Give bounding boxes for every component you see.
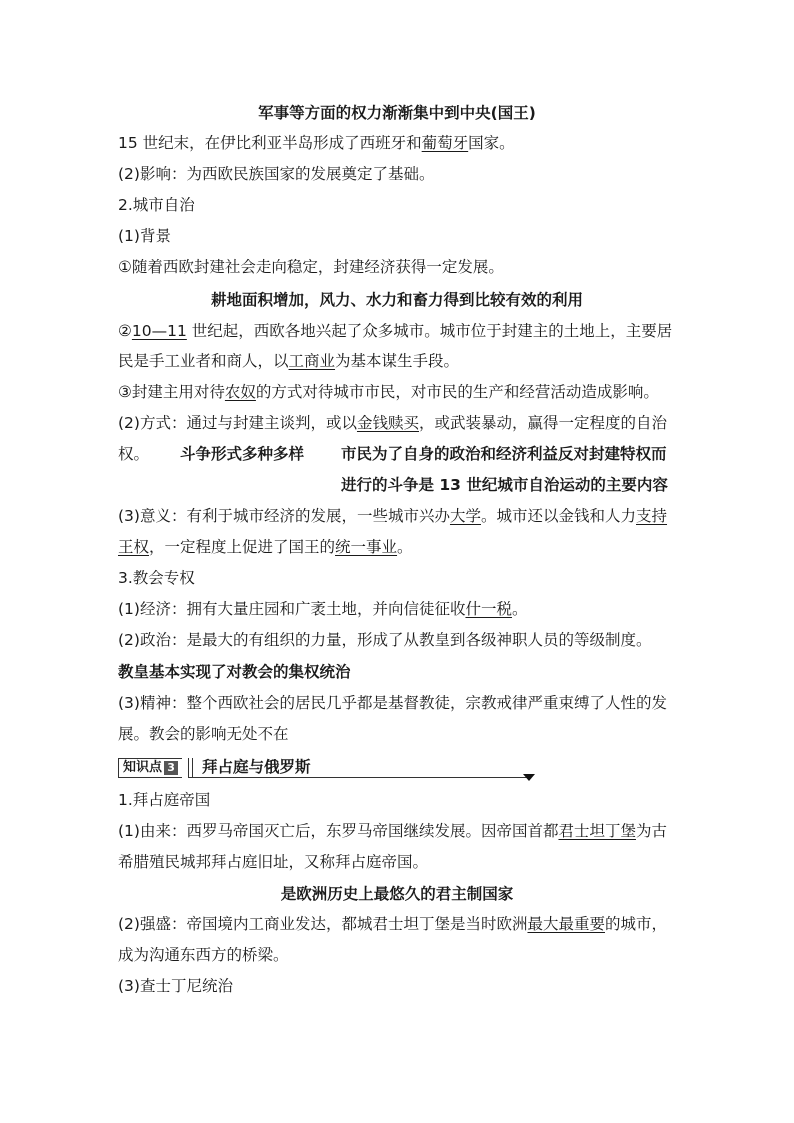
knowledge-point-tag (118, 758, 533, 778)
underlined-keyword: 什一税 (465, 600, 512, 618)
text-line (118, 820, 667, 842)
text-segment: 。城市还以金钱和人力 (480, 507, 636, 525)
underlined-keyword: 王权 (118, 538, 150, 556)
underlined-keyword: 金钱赎买 (356, 414, 419, 432)
tag-label-text: 知识点 (123, 760, 163, 775)
section-heading: 3.教会专权 (118, 569, 195, 587)
text-segment: 国家。 (468, 134, 515, 152)
text-segment: (1)经济：拥有大量庄园和广袤土地，并向信徒征收 (118, 600, 466, 618)
note-papal-power: 教皇基本实现了对教会的集权统治 (118, 663, 351, 681)
text-segment: 为基本谋生手段。 (335, 352, 460, 370)
section-heading: 2.城市自治 (118, 196, 195, 214)
text-line (118, 536, 413, 558)
text-segment: ，或武装暴动，赢得一定程度的自治 (418, 414, 667, 432)
text-segment: 。 (511, 600, 528, 618)
text-segment: 民是手工业者和商人，以 (118, 352, 289, 370)
subheading: (1)背景 (118, 227, 171, 245)
text-line (118, 350, 459, 372)
underlined-keyword: 大学 (449, 507, 481, 525)
note-agriculture: 耕地面积增加，风力、水力和畜力得到比较有效的利用 (210, 291, 583, 309)
underlined-keyword: 最大最重要 (527, 915, 605, 933)
triangle-down-icon (523, 774, 535, 781)
text-line (118, 913, 667, 935)
section-heading: 1.拜占庭帝国 (118, 791, 211, 809)
underlined-keyword: 葡萄牙 (421, 134, 469, 152)
text-segment: 的方式对待城市市民，对市民的生产和经营活动造成影响。 (255, 383, 659, 401)
text-segment: (1)由来：西罗马帝国灭亡后，东罗马帝国继续发展。因帝国首都 (118, 822, 559, 840)
text-line (118, 505, 667, 527)
text-segment: ③封建主用对待 (118, 383, 225, 401)
underlined-keyword: 统一事业 (335, 538, 398, 556)
underlined-keyword: 10—11 (131, 322, 187, 340)
text-line (118, 412, 667, 434)
tag-underline (188, 777, 528, 778)
text-line: 权。 (118, 445, 150, 463)
text-line: (2)影响：为西欧民族国家的发展奠定了基础。 (118, 165, 435, 183)
note-central-power: 军事等方面的权力渐渐集中到中央(国王) (258, 104, 536, 122)
underlined-keyword: 支持 (636, 507, 668, 525)
text-segment: ，一定程度上促进了国王的 (149, 538, 336, 556)
note-monarchy: 是欧洲历史上最悠久的君主制国家 (280, 885, 514, 903)
underlined-keyword: 君士坦丁堡 (558, 822, 636, 840)
text-line: 希腊殖民城邦拜占庭旧址，又称拜占庭帝国。 (118, 853, 429, 871)
subheading: (3)查士丁尼统治 (118, 977, 233, 995)
text-line: 展。教会的影响无处不在 (118, 725, 289, 743)
text-line: 成为沟通东西方的桥梁。 (118, 946, 289, 964)
text-segment: 世纪起，西欧各地兴起了众多城市。城市位于封建主的土地上，主要居 (186, 322, 673, 340)
tag-number: 3 (164, 761, 178, 775)
text-line (118, 320, 672, 342)
text-segment: 15 世纪末，在伊比利亚半岛形成了西班牙和 (118, 134, 422, 152)
text-line: (3)精神：整个西欧社会的居民几乎都是基督教徒，宗教戒律严重束缚了人性的发 (118, 694, 667, 712)
text-segment: 为古 (635, 822, 667, 840)
text-line: ①随着西欧封建社会走向稳定，封建经济获得一定发展。 (118, 258, 504, 276)
underlined-keyword: 农奴 (224, 383, 256, 401)
text-segment: (2)方式：通过与封建主谈判，或以 (118, 414, 357, 432)
note-struggle-forms: 斗争形式多种多样 (180, 445, 305, 463)
text-segment: 的城市， (604, 915, 667, 933)
text-segment: (3)意义：有利于城市经济的发展，一些城市兴办 (118, 507, 450, 525)
knowledge-point-title: 拜占庭与俄罗斯 (202, 758, 311, 776)
text-line: (2)政治：是最大的有组织的力量，形成了从教皇到各级神职人员的等级制度。 (118, 631, 652, 649)
text-segment: ② (118, 322, 132, 340)
knowledge-point-label (118, 758, 182, 778)
text-line (118, 598, 528, 620)
note-citizen-struggle-cont: 进行的斗争是 13 世纪城市自治运动的主要内容 (341, 476, 668, 494)
text-line (118, 132, 515, 154)
note-citizen-struggle: 市民为了自身的政治和经济利益反对封建特权而 (341, 445, 667, 463)
text-segment: 。 (397, 538, 413, 556)
tag-divider (188, 758, 193, 777)
underlined-keyword: 工商业 (288, 352, 336, 370)
text-line (118, 381, 659, 403)
text-segment: (2)强盛：帝国境内工商业发达，都城君士坦丁堡是当时欧洲 (118, 915, 528, 933)
